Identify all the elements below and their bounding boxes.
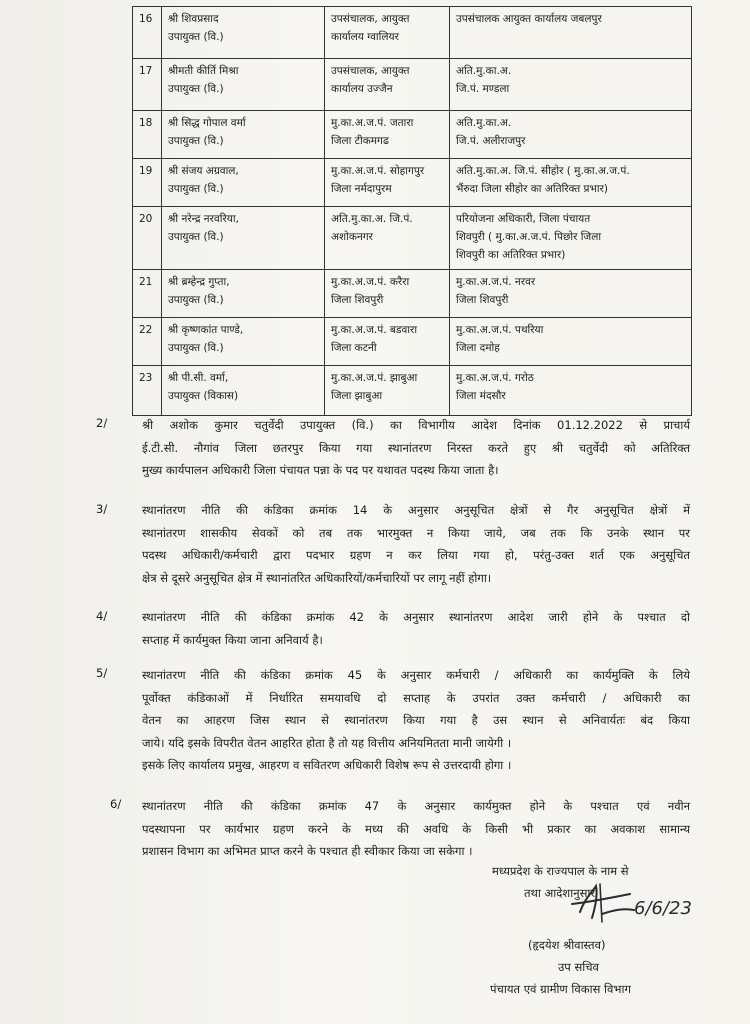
- new-posting-cell: [450, 207, 692, 270]
- serial-number: 18: [139, 117, 153, 129]
- paragraph-line: वेतन का आहरण जिस स्थान से स्थानांतरण किया गया है उस स्थान से अनिवार्यतः बंद किया: [142, 713, 690, 727]
- paragraph-line: इसके लिए कार्यालय प्रमुख, आहरण व सवितरण अधिकारी विशेष रूप से उत्तरदायी होगा ।: [142, 758, 512, 772]
- serial-number-cell: [133, 7, 162, 59]
- paragraph-line: मुख्य कार्यपालन अधिकारी जिला पंचायत पन्ना के पद पर यथावत पदस्थ किया जाता है।: [142, 463, 499, 477]
- paragraph-line: ई.टी.सी. नौगांव जिला छतरपुर किया गया स्थानांतरण निरस्त करते हुए श्री चतुर्वेदी को अतिरिक्त: [142, 440, 690, 455]
- cell-line: जि.पं. मण्डला: [456, 83, 510, 95]
- cell-line: मु.का.अ.ज.पं. गरोठ: [456, 372, 534, 384]
- paragraph-line: स्थानांतरण शासकीय सेवकों को तब तक भारमुक्त न किया जाये, जब तक कि उनके स्थान पर: [142, 525, 690, 540]
- current-posting-cell: [325, 318, 450, 366]
- cell-line: श्री शिवप्रसाद: [168, 13, 219, 25]
- serial-number: 16: [139, 13, 153, 25]
- cell-line: श्री ब्रम्हेन्द्र गुप्ता,: [168, 276, 230, 288]
- paragraph-2: [142, 414, 690, 482]
- serial-number: 23: [139, 372, 153, 384]
- serial-number-cell: [133, 111, 162, 159]
- cell-line: श्री पी.सी. वर्मा,: [168, 372, 229, 384]
- paragraph-line: पदस्थ अधिकारी/कर्मचारी द्वारा पदभार ग्रहण न कर लिया गया हो, परंतु-उक्त शर्त एक अनुसूचित: [142, 548, 690, 562]
- table-row: [133, 318, 692, 366]
- table-row: [133, 111, 692, 159]
- serial-number: 17: [139, 65, 153, 77]
- signature-order-line: तथा आदेशानुसार: [524, 886, 596, 900]
- officer-name-cell: [162, 59, 325, 111]
- para-number: 6/: [110, 797, 122, 811]
- cell-line: भैंरुदा जिला सीहोर का अतिरिक्त प्रभार): [456, 183, 609, 195]
- cell-line: उपायुक्त (विकास): [168, 390, 239, 402]
- serial-number-cell: [133, 318, 162, 366]
- paragraph-line: श्री अशोक कुमार चतुर्वेदी उपायुक्त (वि.) का विभागीय आदेश दिनांक 01.12.2022 से प्राचार्य: [142, 418, 690, 432]
- para-number: 5/: [96, 666, 108, 680]
- signatory-department: पंचायत एवं ग्रामीण विकास विभाग: [490, 982, 631, 996]
- cell-line: कार्यालय ग्वालियर: [331, 31, 399, 43]
- cell-line: उपसंचालक आयुक्त कार्यालय जबलपुर: [456, 13, 602, 25]
- cell-line: उपायुक्त (वि.): [168, 294, 224, 306]
- officer-name-cell: [162, 366, 325, 416]
- cell-line: परियोजना अधिकारी, जिला पंचायत: [456, 213, 591, 225]
- cell-line: मु.का.अ.ज.पं. करैरा: [331, 276, 410, 288]
- paragraph-line: पूर्वोक्त कंडिकाओं में निर्धारित समयावधि दो सप्ताह के उपरांत उक्त कर्मचारी / अधिकारी का: [142, 690, 690, 705]
- cell-line: उपसंचालक, आयुक्त: [331, 65, 410, 77]
- table-row: [133, 159, 692, 207]
- cell-line: शिवपुरी ( मु.का.अ.ज.पं. पिछोर जिला: [456, 231, 602, 243]
- paragraph-line: स्थानांतरण नीति की कंडिका क्रमांक 47 के अनुसार कार्यमुक्त होने के पश्चात एवं नवीन: [142, 799, 690, 813]
- cell-line: कार्यालय उज्जैन: [331, 83, 393, 95]
- para-number: 4/: [96, 609, 108, 623]
- signatory-name: (हृदयेश श्रीवास्तव): [528, 938, 606, 952]
- cell-line: उपायुक्त (वि.): [168, 135, 224, 147]
- current-posting-cell: [325, 111, 450, 159]
- cell-line: श्री कृष्णकांत पाण्डे,: [168, 324, 244, 336]
- serial-number-cell: [133, 270, 162, 318]
- paragraph-5: [142, 664, 690, 777]
- serial-number-cell: [133, 159, 162, 207]
- cell-line: श्रीमती कीर्ति मिश्रा: [168, 65, 239, 77]
- cell-line: मु.का.अ.ज.पं. सोहागपुर: [331, 165, 425, 177]
- paragraph-line: क्षेत्र से दूसरे अनुसूचित क्षेत्र में स्थानांतरित अधिकारियों/कर्मचारियों पर लागू नहीं होगा।: [142, 570, 492, 585]
- current-posting-cell: [325, 159, 450, 207]
- serial-number-cell: [133, 59, 162, 111]
- new-posting-cell: [450, 59, 692, 111]
- cell-line: अति.मु.का.अ.: [456, 65, 512, 77]
- cell-line: जिला कटनी: [331, 342, 377, 354]
- cell-line: अति.मु.का.अ.: [456, 117, 512, 129]
- officer-name-cell: [162, 7, 325, 59]
- para-number: 2/: [96, 416, 108, 430]
- new-posting-cell: [450, 318, 692, 366]
- cell-line: जिला झाबुआ: [331, 390, 383, 402]
- table-row: [133, 7, 692, 59]
- paragraph-line: प्रशासन विभाग का अभिमत प्राप्त करने के पश्चात ही स्वीकार किया जा सकेगा ।: [142, 844, 473, 858]
- cell-line: जिला शिवपुरी: [456, 294, 509, 306]
- signature-authority-line: मध्यप्रदेश के राज्यपाल के नाम से: [492, 864, 629, 878]
- table-row: [133, 270, 692, 318]
- new-posting-cell: [450, 7, 692, 59]
- paragraph-4: [142, 606, 690, 651]
- current-posting-cell: [325, 7, 450, 59]
- handwritten-signature-icon: [562, 874, 692, 934]
- new-posting-cell: [450, 111, 692, 159]
- cell-line: उपायुक्त (वि.): [168, 183, 224, 195]
- cell-line: उपायुक्त (वि.): [168, 342, 224, 354]
- current-posting-cell: [325, 270, 450, 318]
- paragraph-line: जाये। यदि इसके विपरीत वेतन आहरित होता है तो यह वित्तीय अनियमितता मानी जायेगी ।: [142, 735, 512, 750]
- cell-line: जि.पं. अलीराजपुर: [456, 135, 526, 147]
- cell-line: श्री नरेन्द्र नरवरिया,: [168, 213, 239, 225]
- serial-number: 22: [139, 324, 153, 336]
- cell-line: श्री संजय अग्रवाल,: [168, 165, 239, 177]
- new-posting-cell: [450, 159, 692, 207]
- serial-number: 21: [139, 276, 153, 288]
- current-posting-cell: [325, 366, 450, 416]
- cell-line: अति.मु.का.अ. जि.पं. सीहोर ( मु.का.अ.ज.पं.: [456, 165, 630, 177]
- cell-line: जिला मंदसौर: [456, 390, 506, 402]
- signature-date: 6/6/23: [634, 898, 692, 919]
- cell-line: उपायुक्त (वि.): [168, 231, 224, 243]
- cell-line: मु.का.अ.ज.पं. जतारा: [331, 117, 414, 129]
- table-row: [133, 366, 692, 416]
- officer-name-cell: [162, 207, 325, 270]
- cell-line: जिला नर्मदापुरम: [331, 183, 392, 195]
- paragraph-line: स्थानांतरण नीति की कंडिका क्रमांक 45 के अनुसार कर्मचारी / अधिकारी का कार्यमुक्ति के लिये: [142, 668, 690, 682]
- cell-line: उपायुक्त (वि.): [168, 83, 224, 95]
- officer-name-cell: [162, 111, 325, 159]
- paragraph-line: स्थानांतरण नीति की कंडिका क्रमांक 42 के अनुसार स्थानांतरण आदेश जारी होने के पश्चात दो: [142, 610, 690, 624]
- paragraph-6: [142, 795, 690, 863]
- cell-line: जिला शिवपुरी: [331, 294, 384, 306]
- paragraph-line: सप्ताह में कार्यमुक्त किया जाना अनिवार्य है।: [142, 632, 323, 647]
- cell-line: अशोकनगर: [331, 231, 373, 243]
- cell-line: शिवपुरी का अतिरिक्त प्रभार): [456, 249, 566, 261]
- paragraph-line: स्थानांतरण नीति की कंडिका क्रमांक 14 के अनुसार अनुसूचित क्षेत्रों से गैर अनुसूचित क्षेत्रों में: [142, 503, 690, 517]
- current-posting-cell: [325, 59, 450, 111]
- cell-line: मु.का.अ.ज.पं. नरवर: [456, 276, 536, 288]
- cell-line: मु.का.अ.ज.पं. बडवारा: [331, 324, 418, 336]
- officer-name-cell: [162, 159, 325, 207]
- paragraph-3: [142, 499, 690, 589]
- cell-line: श्री सिद्ध गोपाल वर्मा: [168, 117, 246, 129]
- transfer-table: [132, 6, 692, 416]
- table-row: [133, 59, 692, 111]
- serial-number-cell: [133, 207, 162, 270]
- current-posting-cell: [325, 207, 450, 270]
- cell-line: जिला टीकमगढ: [331, 135, 389, 147]
- new-posting-cell: [450, 270, 692, 318]
- officer-name-cell: [162, 318, 325, 366]
- table-row: [133, 207, 692, 270]
- paragraph-line: पदस्थापना पर कार्यभार ग्रहण करने के मध्य की अवधि के किसी भी प्रकार का अवकाश सामान्य: [142, 821, 690, 836]
- cell-line: उपसंचालक, आयुक्त: [331, 13, 410, 25]
- cell-line: जिला दमोह: [456, 342, 500, 354]
- new-posting-cell: [450, 366, 692, 416]
- serial-number: 20: [139, 213, 153, 225]
- serial-number-cell: [133, 366, 162, 416]
- cell-line: उपायुक्त (वि.): [168, 31, 224, 43]
- cell-line: मु.का.अ.ज.पं. पथरिया: [456, 324, 544, 336]
- cell-line: अति.मु.का.अ. जि.पं.: [331, 213, 413, 225]
- serial-number: 19: [139, 165, 153, 177]
- signatory-designation: उप सचिव: [558, 960, 599, 974]
- para-number: 3/: [96, 502, 108, 516]
- cell-line: मु.का.अ.ज.पं. झाबुआ: [331, 372, 418, 384]
- officer-name-cell: [162, 270, 325, 318]
